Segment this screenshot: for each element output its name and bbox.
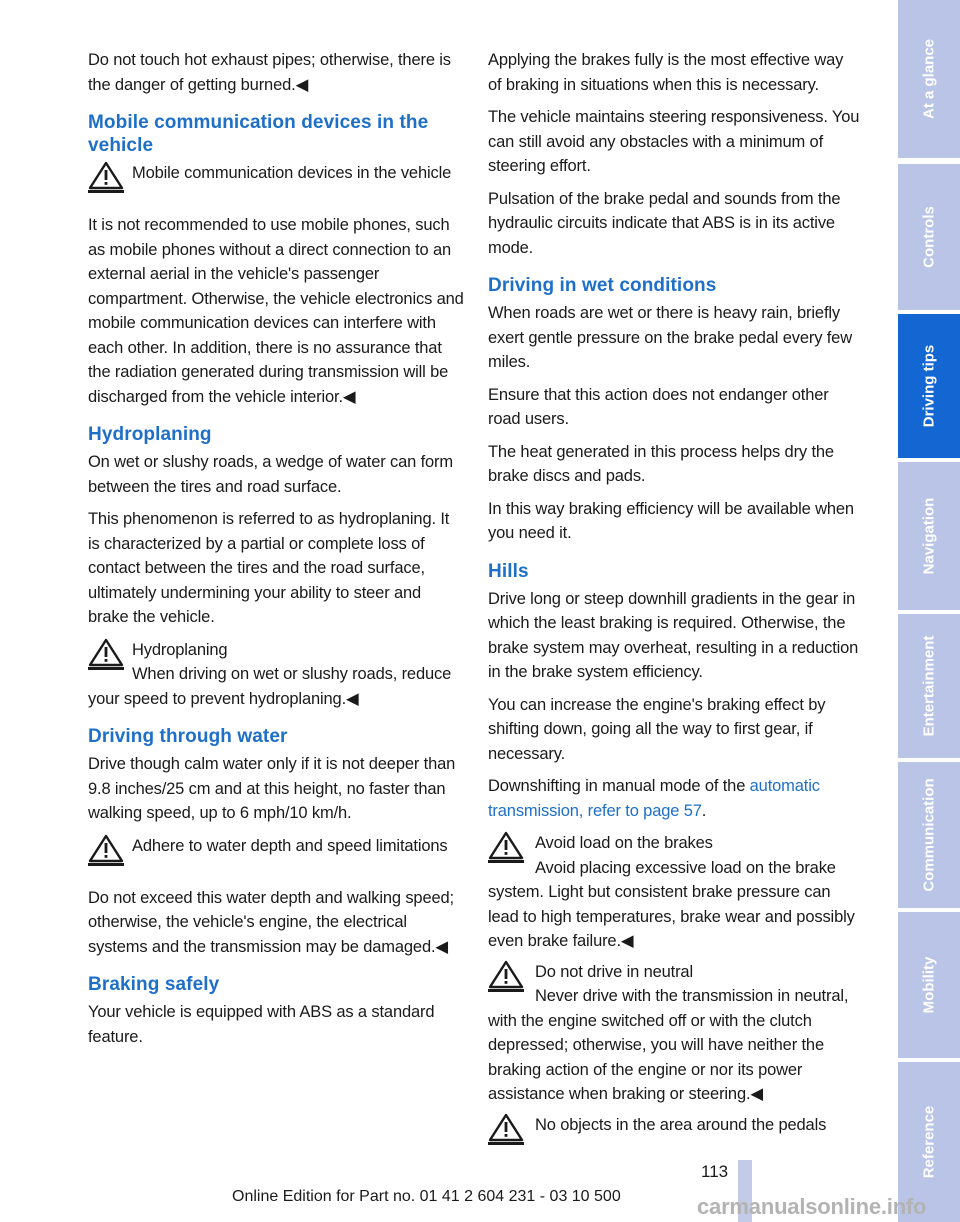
hills-paragraph-1: Drive long or steep downhill gradients in the gear in which the least braking is required. Otherwise, the brake system may overheat, resulting in a reduction in the brake system efficiency.: [488, 589, 859, 681]
heading-wet-conditions: Driving in wet conditions: [488, 275, 717, 296]
heading-hills: Hills: [488, 560, 529, 582]
tab-label: Driving tips: [920, 344, 938, 428]
watermark: carmanualsonline.info: [697, 1194, 927, 1219]
tab-entertainment[interactable]: [898, 614, 960, 758]
tab-label: Mobility: [920, 956, 938, 1014]
warning-triangle-icon: [88, 834, 124, 867]
right-column: [488, 48, 860, 1165]
wet-paragraph-1: When roads are wet or there is heavy rain, briefly exert gentle pressure on the brake pedal every few miles.: [488, 304, 852, 371]
left-column: [88, 48, 464, 1057]
tab-mobility[interactable]: [898, 912, 960, 1058]
tab-label: Entertainment: [920, 635, 938, 737]
warning-triangle-icon: [88, 161, 124, 194]
warning-title: No objects in the area around the pedals: [535, 1115, 827, 1134]
warning-title: Hydroplaning: [132, 640, 228, 659]
warning-text: Mobile communication devices in the vehicle: [132, 164, 452, 182]
tab-navigation[interactable]: [898, 462, 960, 610]
warning-triangle-icon: [88, 638, 124, 671]
tab-label: At a glance: [920, 38, 938, 120]
warning-title: Avoid load on the brakes: [535, 834, 713, 852]
page-number: 113: [701, 1162, 729, 1181]
tab-label: Navigation: [920, 497, 938, 575]
warning-title: Do not drive in neutral: [535, 962, 693, 981]
warning-pedal-area: [488, 1113, 860, 1163]
tab-label: Communication: [920, 778, 938, 892]
hydro-paragraph-2: This phenomenon is referred to as hydroplaning. It is characterized by a partial or complete loss of contact between the tires and the road surface, ultimately undermining your ability to steer and brake the vehicle.: [88, 510, 450, 626]
tab-label: Reference: [920, 1105, 938, 1179]
heading-mobile-devices: Mobile communication devices in the vehicle: [88, 112, 429, 156]
warning-body: Never drive with the transmission in neutral, with the engine switched off or with the clutch depressed; otherwise, you will have neither the braking action of the engine or nor its power assistance when braking or steering.◀: [488, 987, 849, 1103]
wet-paragraph-4: In this way braking efficiency will be available when you need it.: [488, 499, 854, 542]
abs-paragraph-1: Applying the brakes fully is the most effective way of braking in situations when this is necessary.: [488, 51, 844, 94]
warning-brake-load: [488, 831, 860, 954]
water-paragraph-1: Drive though calm water only if it is not deeper than 9.8 inches/25 cm and at this height, no faster than walking speed, up to 6 mph/10 km/h.: [88, 755, 456, 822]
mobile-body: It is not recommended to use mobile phones, such as mobile phones without a direct connection to an external aerial in the vehicle's passenger compartment. Otherwise, the vehicle electronics and mobile communication devices can interfere with each other. In addition, there is no assurance that the radiation generated during transmission will be discharged from the vehicle interior.◀: [88, 216, 464, 406]
tab-driving-tips[interactable]: [898, 314, 960, 458]
abs-paragraph-2: The vehicle maintains steering responsiveness. You can still avoid any obstacles with a minimum of steering effort.: [488, 108, 860, 175]
water-paragraph-2: Do not exceed this water depth and walking speed; otherwise, the vehicle's engine, the electrical systems and the transmission may be damaged.◀: [88, 888, 454, 956]
tab-label: Controls: [920, 206, 938, 268]
wet-paragraph-2: Ensure that this action does not endanger other road users.: [488, 385, 829, 428]
chapter-tabs: [898, 0, 960, 1222]
tab-at-a-glance[interactable]: [898, 0, 960, 158]
warning-water-depth: [88, 834, 464, 884]
warning-body: When driving on wet or slushy roads, reduce your speed to prevent hydroplaning.◀: [88, 665, 452, 708]
tab-communication[interactable]: [898, 762, 960, 908]
tab-controls[interactable]: [898, 164, 960, 310]
abs-paragraph-3: Pulsation of the brake pedal and sounds from the hydraulic circuits indicate that ABS is in its active mode.: [488, 189, 841, 257]
footer-edition: Online Edition for Part no. 01 41 2 604 231 - 03 10 500: [232, 1188, 621, 1205]
warning-triangle-icon: [488, 831, 524, 864]
hills-paragraph-2: You can increase the engine's braking effect by shifting down, going all the way to first gear, if necessary.: [488, 695, 826, 763]
warning-mobile-devices: [88, 161, 464, 211]
automatic-transmission-link[interactable]: automatic transmission, refer to page 57: [488, 777, 820, 820]
warning-hydroplaning: [88, 638, 464, 712]
hills-paragraph-3: [488, 774, 860, 823]
warning-neutral: [488, 960, 860, 1107]
warning-triangle-icon: [488, 1113, 524, 1146]
wet-paragraph-3: The heat generated in this process helps dry the brake discs and pads.: [488, 442, 834, 485]
heading-driving-through-water: Driving through water: [88, 726, 288, 747]
warning-text: Adhere to water depth and speed limitations: [132, 836, 448, 855]
heading-braking-safely: Braking safely: [88, 974, 220, 995]
intro-paragraph: Do not touch hot exhaust pipes; otherwise, there is the danger of getting burned.◀: [88, 51, 451, 94]
braking-paragraph-1: Your vehicle is equipped with ABS as a standard feature.: [88, 1003, 435, 1046]
warning-triangle-icon: [488, 960, 524, 993]
heading-hydroplaning: Hydroplaning: [88, 424, 212, 445]
text-suffix: .: [701, 801, 707, 820]
text-prefix: Downshifting in manual mode of the: [488, 777, 750, 795]
warning-body: Avoid placing excessive load on the brake system. Light but consistent brake pressure can lead to high temperatures, brake wear and possibly even brake failure.◀: [488, 858, 855, 950]
hydro-paragraph-1: On wet or slushy roads, a wedge of water can form between the tires and road surface.: [88, 453, 453, 496]
